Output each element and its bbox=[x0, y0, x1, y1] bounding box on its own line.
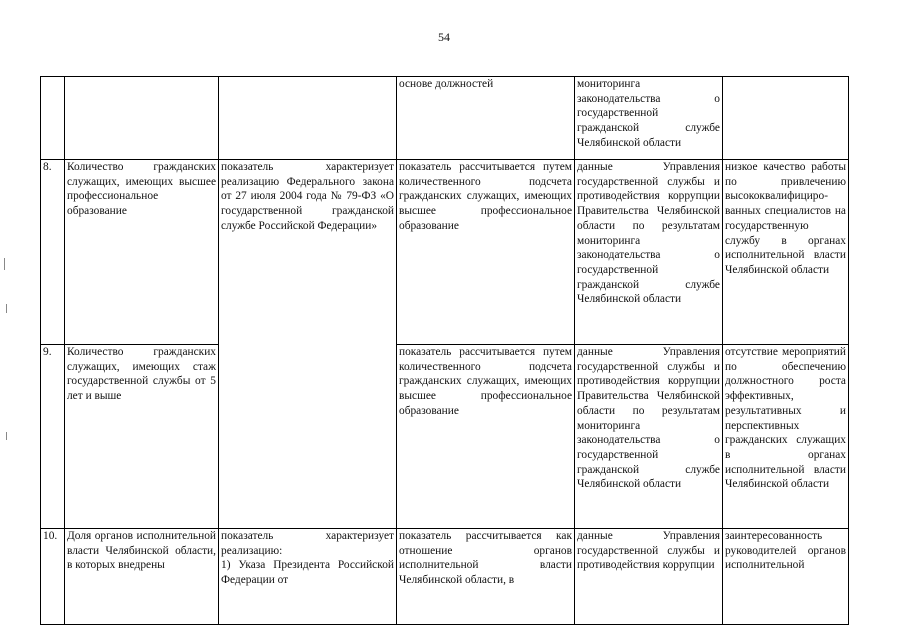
table-row-continuation bbox=[41, 77, 849, 160]
cell-number bbox=[41, 77, 65, 160]
cell-calculation-method: основе должностей bbox=[397, 77, 575, 160]
scan-mark bbox=[6, 432, 7, 440]
cell-data-source: мониторинга законодательства о государственной гражданской службе Челябинской области bbox=[575, 77, 723, 160]
scan-mark bbox=[6, 304, 7, 313]
cell-risk: низкое качество работы по привлечению высококвалифициро-ванных специалистов на государственную службу в органах исполнительной власти Челябинской области bbox=[723, 160, 849, 345]
table-row bbox=[41, 345, 849, 529]
cell-data-source: данные Управления государственной службы и противодействия коррупции bbox=[575, 529, 723, 625]
page-number: 54 bbox=[438, 30, 450, 44]
cell-justification: показатель характеризует реализацию Федерального закона от 27 июля 2004 года № 79-ФЗ «О государственной гражданской службе Российской Федерации» bbox=[219, 160, 397, 529]
cell-risk: отсутствие мероприятий по обеспечению должностного роста эффективных, результативных и перспективных гражданских служащих в органах исполнительной власти Челябинской области bbox=[723, 345, 849, 529]
cell-number: 9. bbox=[41, 345, 65, 529]
cell-calculation-method: показатель рассчитывается как отношение органов исполнительной власти Челябинской области, в bbox=[397, 529, 575, 625]
cell-justification: показатель характеризует реализацию: 1) Указа Президента Российской Федерации от bbox=[219, 529, 397, 625]
cell-indicator-name: Количество гражданских служащих, имеющих стаж государственной службы от 5 лет и выше bbox=[65, 345, 219, 529]
cell-indicator-name bbox=[65, 77, 219, 160]
cell-data-source: данные Управления государственной службы и противодействия коррупции Правительства Челябинской области по результатам мониторинга законодательства о государственной гражданской службе Челябинской области bbox=[575, 160, 723, 345]
cell-indicator-name: Доля органов исполнительной власти Челябинской области, в которых внедрены bbox=[65, 529, 219, 625]
cell-justification bbox=[219, 77, 397, 160]
cell-indicator-name: Количество гражданских служащих, имеющих высшее профессиональное образование bbox=[65, 160, 219, 345]
cell-risk bbox=[723, 77, 849, 160]
scan-mark bbox=[4, 258, 5, 270]
indicators-table bbox=[40, 76, 849, 625]
cell-data-source: данные Управления государственной службы и противодействия коррупции Правительства Челябинской области по результатам мониторинга законодательства о государственной гражданской службе Челябинской области bbox=[575, 345, 723, 529]
cell-number: 10. bbox=[41, 529, 65, 625]
table-row bbox=[41, 160, 849, 345]
table-row bbox=[41, 529, 849, 625]
cell-risk: заинтересованность руководителей органов исполнительной bbox=[723, 529, 849, 625]
cell-calculation-method: показатель рассчитывается путем количественного подсчета гражданских служащих, имеющих высшее профессиональное образование bbox=[397, 345, 575, 529]
cell-number: 8. bbox=[41, 160, 65, 345]
cell-calculation-method: показатель рассчитывается путем количественного подсчета гражданских служащих, имеющих высшее профессиональное образование bbox=[397, 160, 575, 345]
